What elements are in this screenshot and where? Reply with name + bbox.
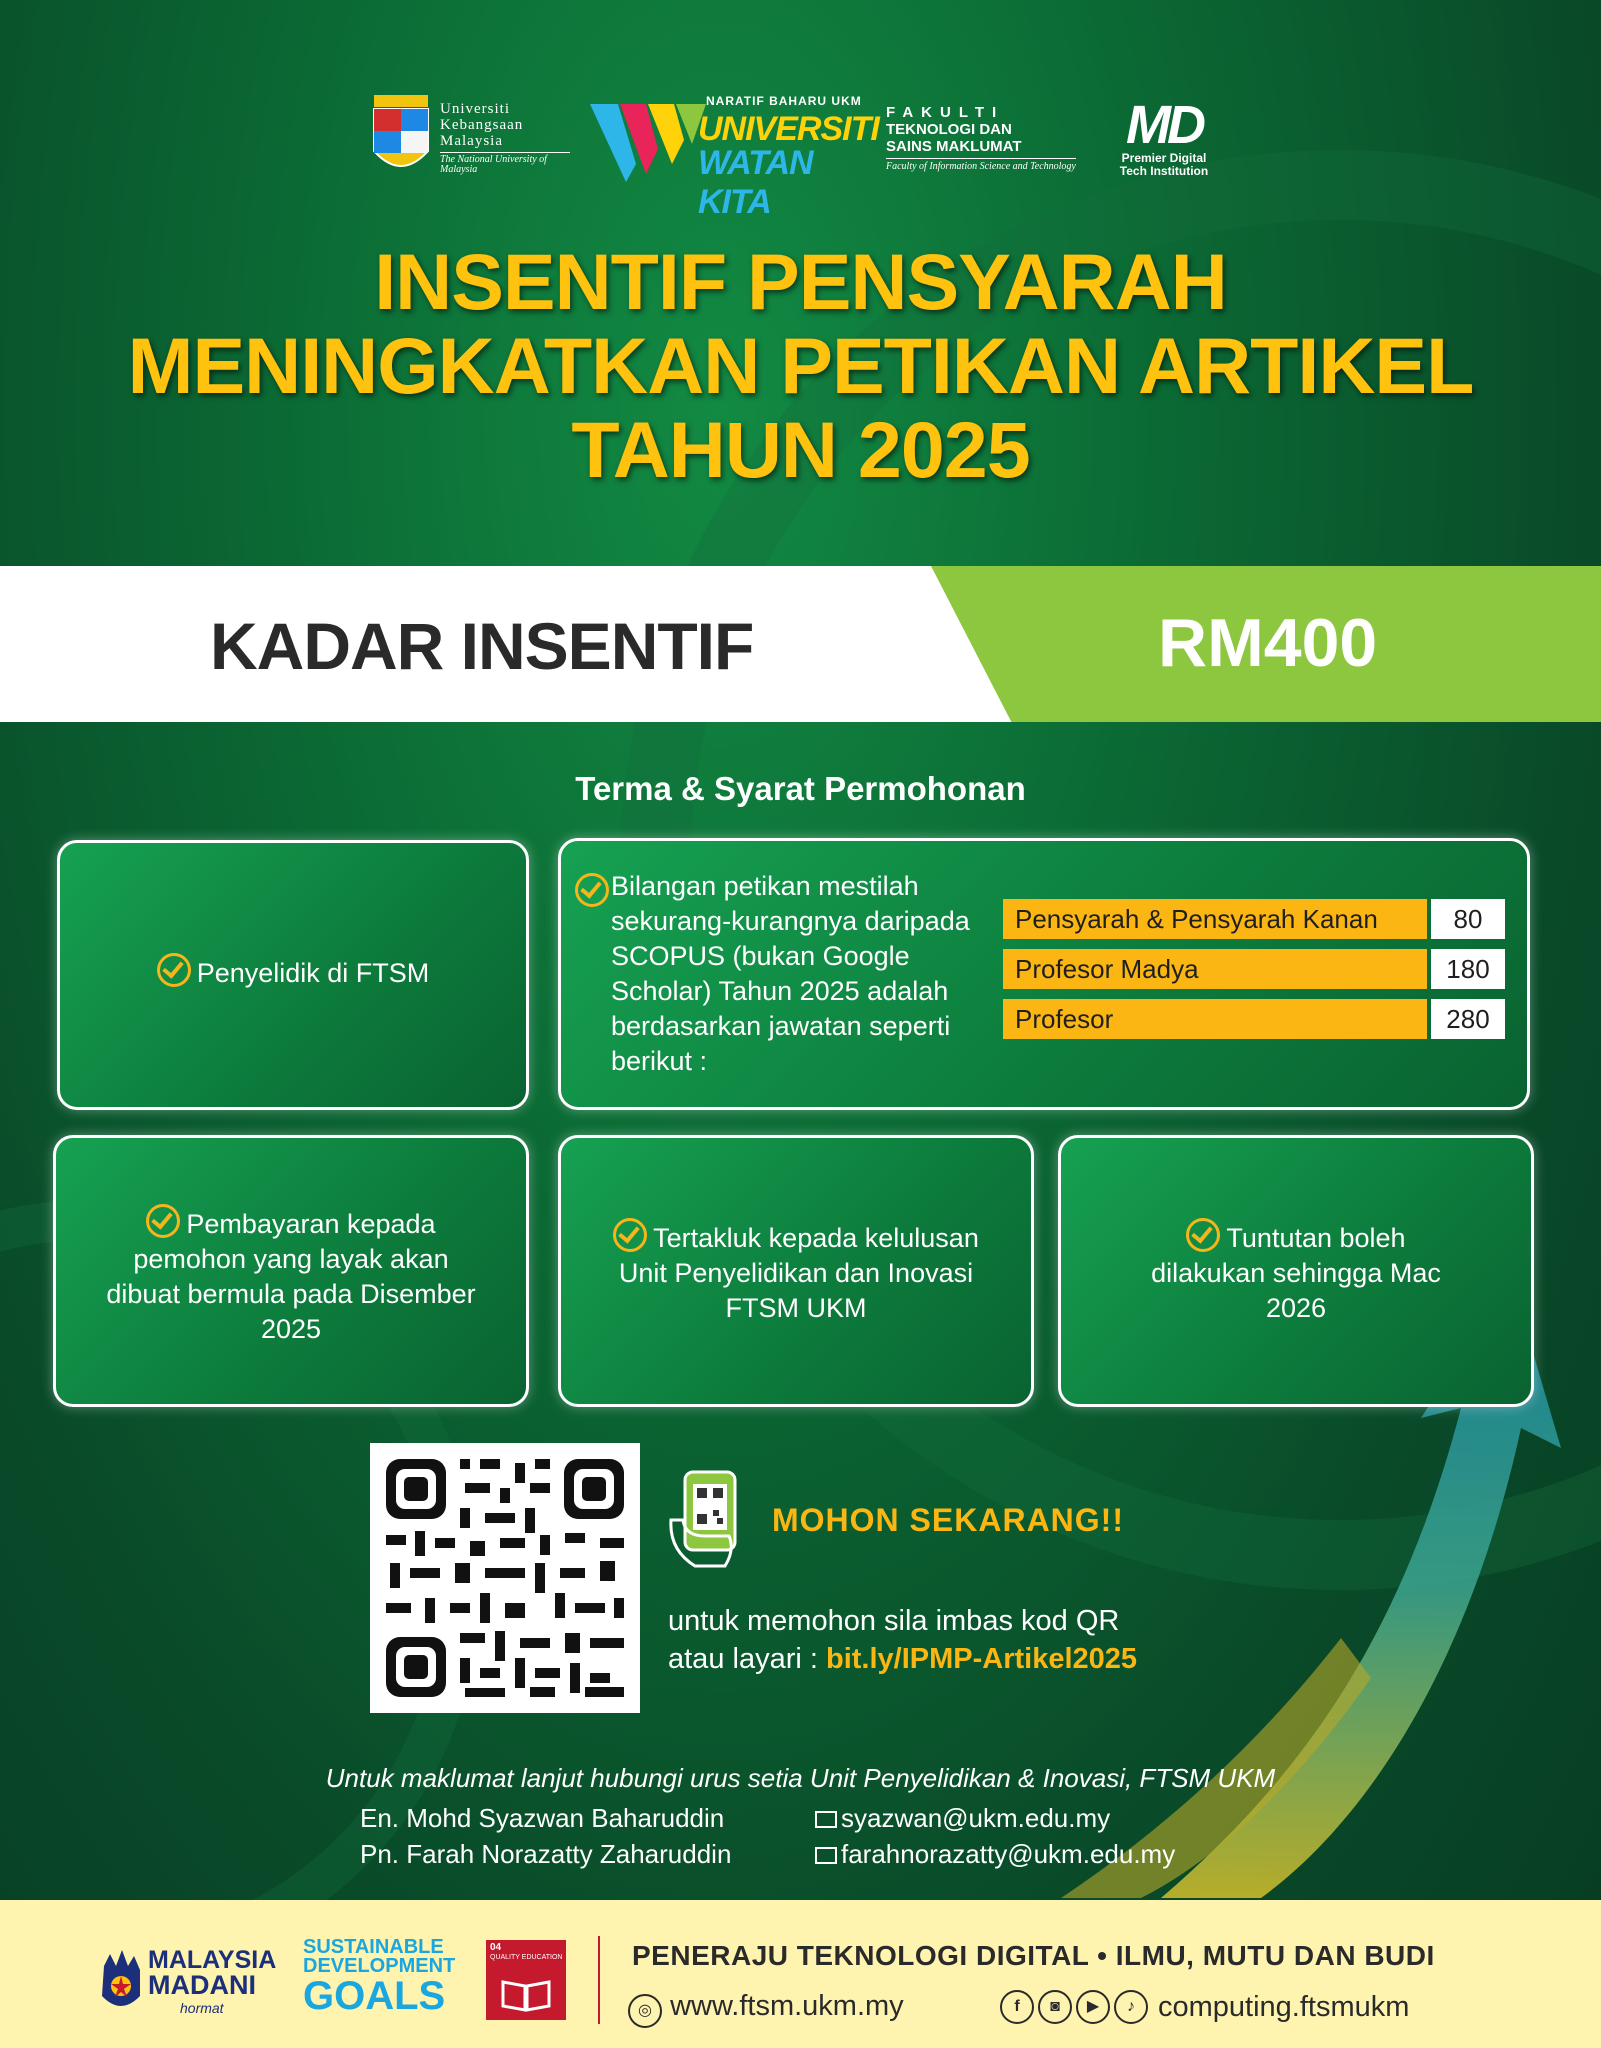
footer: [0, 1900, 1601, 2048]
sdg-line3: GOALS: [303, 1974, 446, 2018]
citation-row: [1003, 899, 1505, 939]
madani-line3: hormat: [180, 2000, 224, 2016]
footer-tagline: PENERAJU TEKNOLOGI DIGITAL • ILMU, MUTU DAN BUDI: [632, 1940, 1435, 1971]
ukm-line1: Universiti: [440, 101, 510, 117]
sdg-line2: DEVELOPMENT: [303, 1955, 456, 1977]
contact-section: [0, 1763, 1601, 1869]
uwk-line1: UNIVERSITI: [698, 110, 879, 148]
ftsm-tagline: Faculty of Information Science and Technology: [886, 158, 1076, 172]
ukm-logo: [370, 95, 570, 181]
uwk-small: NARATIF BAHARU UKM: [706, 94, 862, 108]
ukm-crest-icon: [370, 95, 432, 181]
md-line2: Tech Institution: [1119, 164, 1209, 178]
term-card-citations: [558, 838, 1530, 1110]
term-card4-text: Tertakluk kepada kelulusan Unit Penyelidikan dan Inovasi FTSM UKM: [618, 1223, 979, 1323]
book-icon: [501, 1978, 551, 2012]
rate-label: KADAR INSENTIF: [210, 609, 754, 683]
sdg-logo: [303, 1936, 456, 2018]
ftsm-line1: FAKULTI: [886, 104, 1005, 121]
sdg4-quality-education-badge: [486, 1940, 566, 2020]
apply-link[interactable]: bit.ly/IPMP-Artikel2025: [825, 1643, 1138, 1675]
sdg4-number: 04: [490, 1942, 502, 1953]
position-count: 280: [1431, 999, 1505, 1039]
term-card-payment: [53, 1135, 529, 1407]
youtube-icon[interactable]: ▶: [1076, 1990, 1110, 2024]
position-name: Pensyarah & Pensyarah Kanan: [1003, 899, 1427, 939]
term-card-deadline: [1058, 1135, 1534, 1407]
contact-name: Pn. Farah Norazatty Zaharuddin: [360, 1839, 732, 1869]
uwk-line2: WATAN KITA: [698, 144, 813, 221]
rate-amount: RM400: [1158, 605, 1378, 681]
check-icon: [575, 873, 609, 907]
madani-line2: MADANI: [148, 1970, 256, 2000]
apply-now-heading: MOHON SEKARANG!!: [772, 1502, 1124, 1538]
contact-row: [360, 1839, 1176, 1870]
malaysia-madani-logo: [96, 1940, 296, 2020]
apply-line1: untuk memohon sila imbas kod QR: [668, 1605, 1120, 1637]
phone-scan-icon: [665, 1470, 755, 1570]
qr-code[interactable]: [370, 1443, 640, 1713]
header-logos: [370, 88, 1270, 221]
ukm-line3: Malaysia: [440, 133, 503, 149]
ftsm-line3: SAINS MAKLUMAT: [886, 138, 1022, 155]
term-card2-text: Bilangan petikan mestilah sekurang-kurangnya daripada SCOPUS (bukan Google Scholar) Tahun 2025 adalah berdasarkan jawatan seperti berikut :: [611, 871, 970, 1076]
term-card3-text: Pembayaran kepada pemohon yang layak akan dibuat bermula pada Disember 2025: [106, 1209, 476, 1344]
ukm-tagline: The National University of Malaysia: [440, 152, 570, 175]
md-logo: [1094, 95, 1234, 178]
position-count: 180: [1431, 949, 1505, 989]
instagram-icon[interactable]: ◙: [1038, 1990, 1072, 2024]
globe-icon: ◎: [628, 1994, 662, 2028]
rate-band: [0, 566, 1601, 722]
contact-name: En. Mohd Syazwan Baharuddin: [360, 1803, 725, 1833]
term-card1-text: Penyelidik di FTSM: [196, 958, 430, 988]
title-line3: TAHUN 2025: [571, 405, 1030, 494]
citation-table: [1003, 899, 1505, 1049]
apply-line2-prefix: atau layari :: [668, 1643, 826, 1675]
check-icon: [613, 1218, 647, 1252]
sdg4-text: QUALITY EDUCATION: [490, 1954, 563, 1961]
check-icon: [146, 1204, 180, 1238]
md-line1: Premier Digital: [1121, 151, 1207, 165]
term-card-researcher: [57, 840, 529, 1110]
footer-social: [1000, 1990, 1409, 2024]
contact-email[interactable]: farahnorazatty@ukm.edu.my: [841, 1839, 1176, 1869]
tiktok-icon[interactable]: ♪: [1114, 1990, 1148, 2024]
universiti-watan-kita-logo: [588, 88, 879, 221]
ftsm-logo: [886, 104, 1076, 172]
contact-email[interactable]: syazwan@ukm.edu.my: [841, 1803, 1111, 1833]
madani-line1: MALAYSIA: [148, 1946, 277, 1974]
sdg-line1: SUSTAINABLE: [303, 1936, 444, 1958]
terms-heading: Terma & Syarat Permohonan: [575, 770, 1026, 807]
position-name: Profesor: [1003, 999, 1427, 1039]
mail-icon: [815, 1847, 837, 1864]
wk-mark-icon: [588, 94, 708, 184]
contact-row: [360, 1803, 1111, 1834]
term-card-approval: [558, 1135, 1034, 1407]
website-text[interactable]: www.ftsm.ukm.my: [670, 1990, 904, 2022]
position-name: Profesor Madya: [1003, 949, 1427, 989]
title-line2: MENINGKATKAN PETIKAN ARTIKEL: [127, 321, 1474, 410]
citation-row: [1003, 999, 1505, 1039]
facebook-icon[interactable]: f: [1000, 1990, 1034, 2024]
apply-instructions: [668, 1602, 1137, 1678]
title-line1: INSENTIF PENSYARAH: [374, 237, 1227, 326]
social-handle[interactable]: computing.ftsmukm: [1158, 1990, 1410, 2023]
ukm-line2: Kebangsaan: [440, 117, 524, 133]
position-count: 80: [1431, 899, 1505, 939]
term-card5-text: Tuntutan boleh dilakukan sehingga Mac 2026: [1151, 1223, 1441, 1323]
check-icon: [1186, 1218, 1220, 1252]
check-icon: [157, 953, 191, 987]
md-mark: MD: [1126, 95, 1202, 155]
citation-row: [1003, 949, 1505, 989]
contact-intro: Untuk maklumat lanjut hubungi urus setia Unit Penyelidikan & Inovasi, FTSM UKM: [325, 1763, 1276, 1793]
footer-website[interactable]: [628, 1990, 904, 2028]
ftsm-line2: TEKNOLOGI DAN: [886, 121, 1012, 138]
madani-hand-icon: [96, 1946, 146, 2016]
page-title: [0, 237, 1601, 494]
mail-icon: [815, 1811, 837, 1828]
